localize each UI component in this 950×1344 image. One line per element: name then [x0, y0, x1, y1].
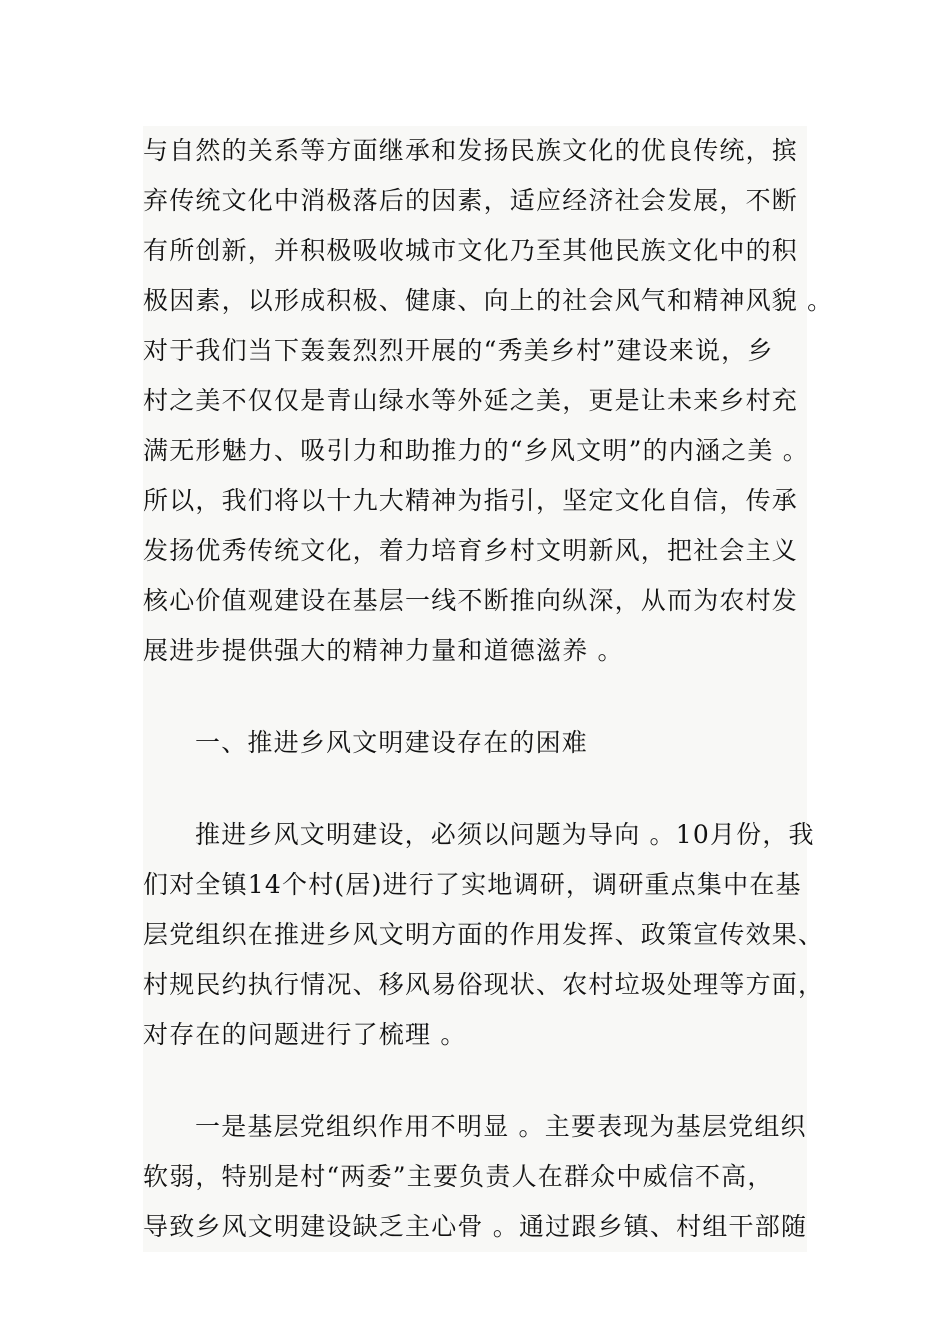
- text-line: 满无形魅力、吸引力和助推力的“乡风文明”的内涵之美 。: [143, 436, 809, 465]
- paragraph-3: [143, 1102, 807, 1252]
- text-line: 们对全镇14个村(居)进行了实地调研，调研重点集中在基: [143, 870, 802, 899]
- text-line: 村之美不仅仅是青山绿水等外延之美，更是让未来乡村充: [143, 386, 799, 415]
- text-line: 软弱，特别是村“两委”主要负责人在群众中威信不高，: [143, 1162, 774, 1191]
- text-line: 村规民约执行情况、移风易俗现状、农村垃圾处理等方面，: [143, 970, 825, 999]
- text-line: 导致乡风文明建设缺乏主心骨 。通过跟乡镇、村组干部随: [143, 1212, 808, 1241]
- text-line: 所以，我们将以十九大精神为指引，坚定文化自信，传承: [143, 486, 799, 515]
- text-line: 发扬优秀传统文化，着力培育乡村文明新风，把社会主义: [143, 536, 799, 565]
- paragraph-gap: [143, 676, 807, 718]
- text-line: 有所创新，并积极吸收城市文化乃至其他民族文化中的积: [143, 236, 799, 265]
- body-text: [143, 126, 834, 1252]
- text-line: 一是基层党组织作用不明显 。主要表现为基层党组织: [195, 1112, 807, 1141]
- text-line: 极因素，以形成积极、健康、向上的社会风气和精神风貌 。: [143, 286, 834, 315]
- paragraph-2: [143, 810, 825, 1060]
- section-heading: 一、推进乡风文明建设存在的困难: [195, 728, 589, 757]
- text-line: 与自然的关系等方面继承和发扬民族文化的优良传统，摈: [143, 136, 799, 165]
- text-line: 层党组织在推进乡风文明方面的作用发挥、政策宣传效果、: [143, 920, 825, 949]
- paragraph-1: [143, 126, 834, 676]
- text-line: 推进乡风文明建设，必须以问题为导向 。10月份，我: [195, 820, 815, 849]
- paragraph-gap: [143, 768, 807, 810]
- text-line: 核心价值观建设在基层一线不断推向纵深，从而为农村发: [143, 586, 799, 615]
- text-line: 弃传统文化中消极落后的因素，适应经济社会发展，不断: [143, 186, 799, 215]
- text-line: 对存在的问题进行了梳理 。: [143, 1020, 467, 1049]
- text-line: 对于我们当下轰轰烈烈开展的“秀美乡村”建设来说，乡: [143, 336, 774, 365]
- text-line: 展进步提供强大的精神力量和道德滋养 。: [143, 636, 624, 665]
- paragraph-gap: [143, 1060, 807, 1102]
